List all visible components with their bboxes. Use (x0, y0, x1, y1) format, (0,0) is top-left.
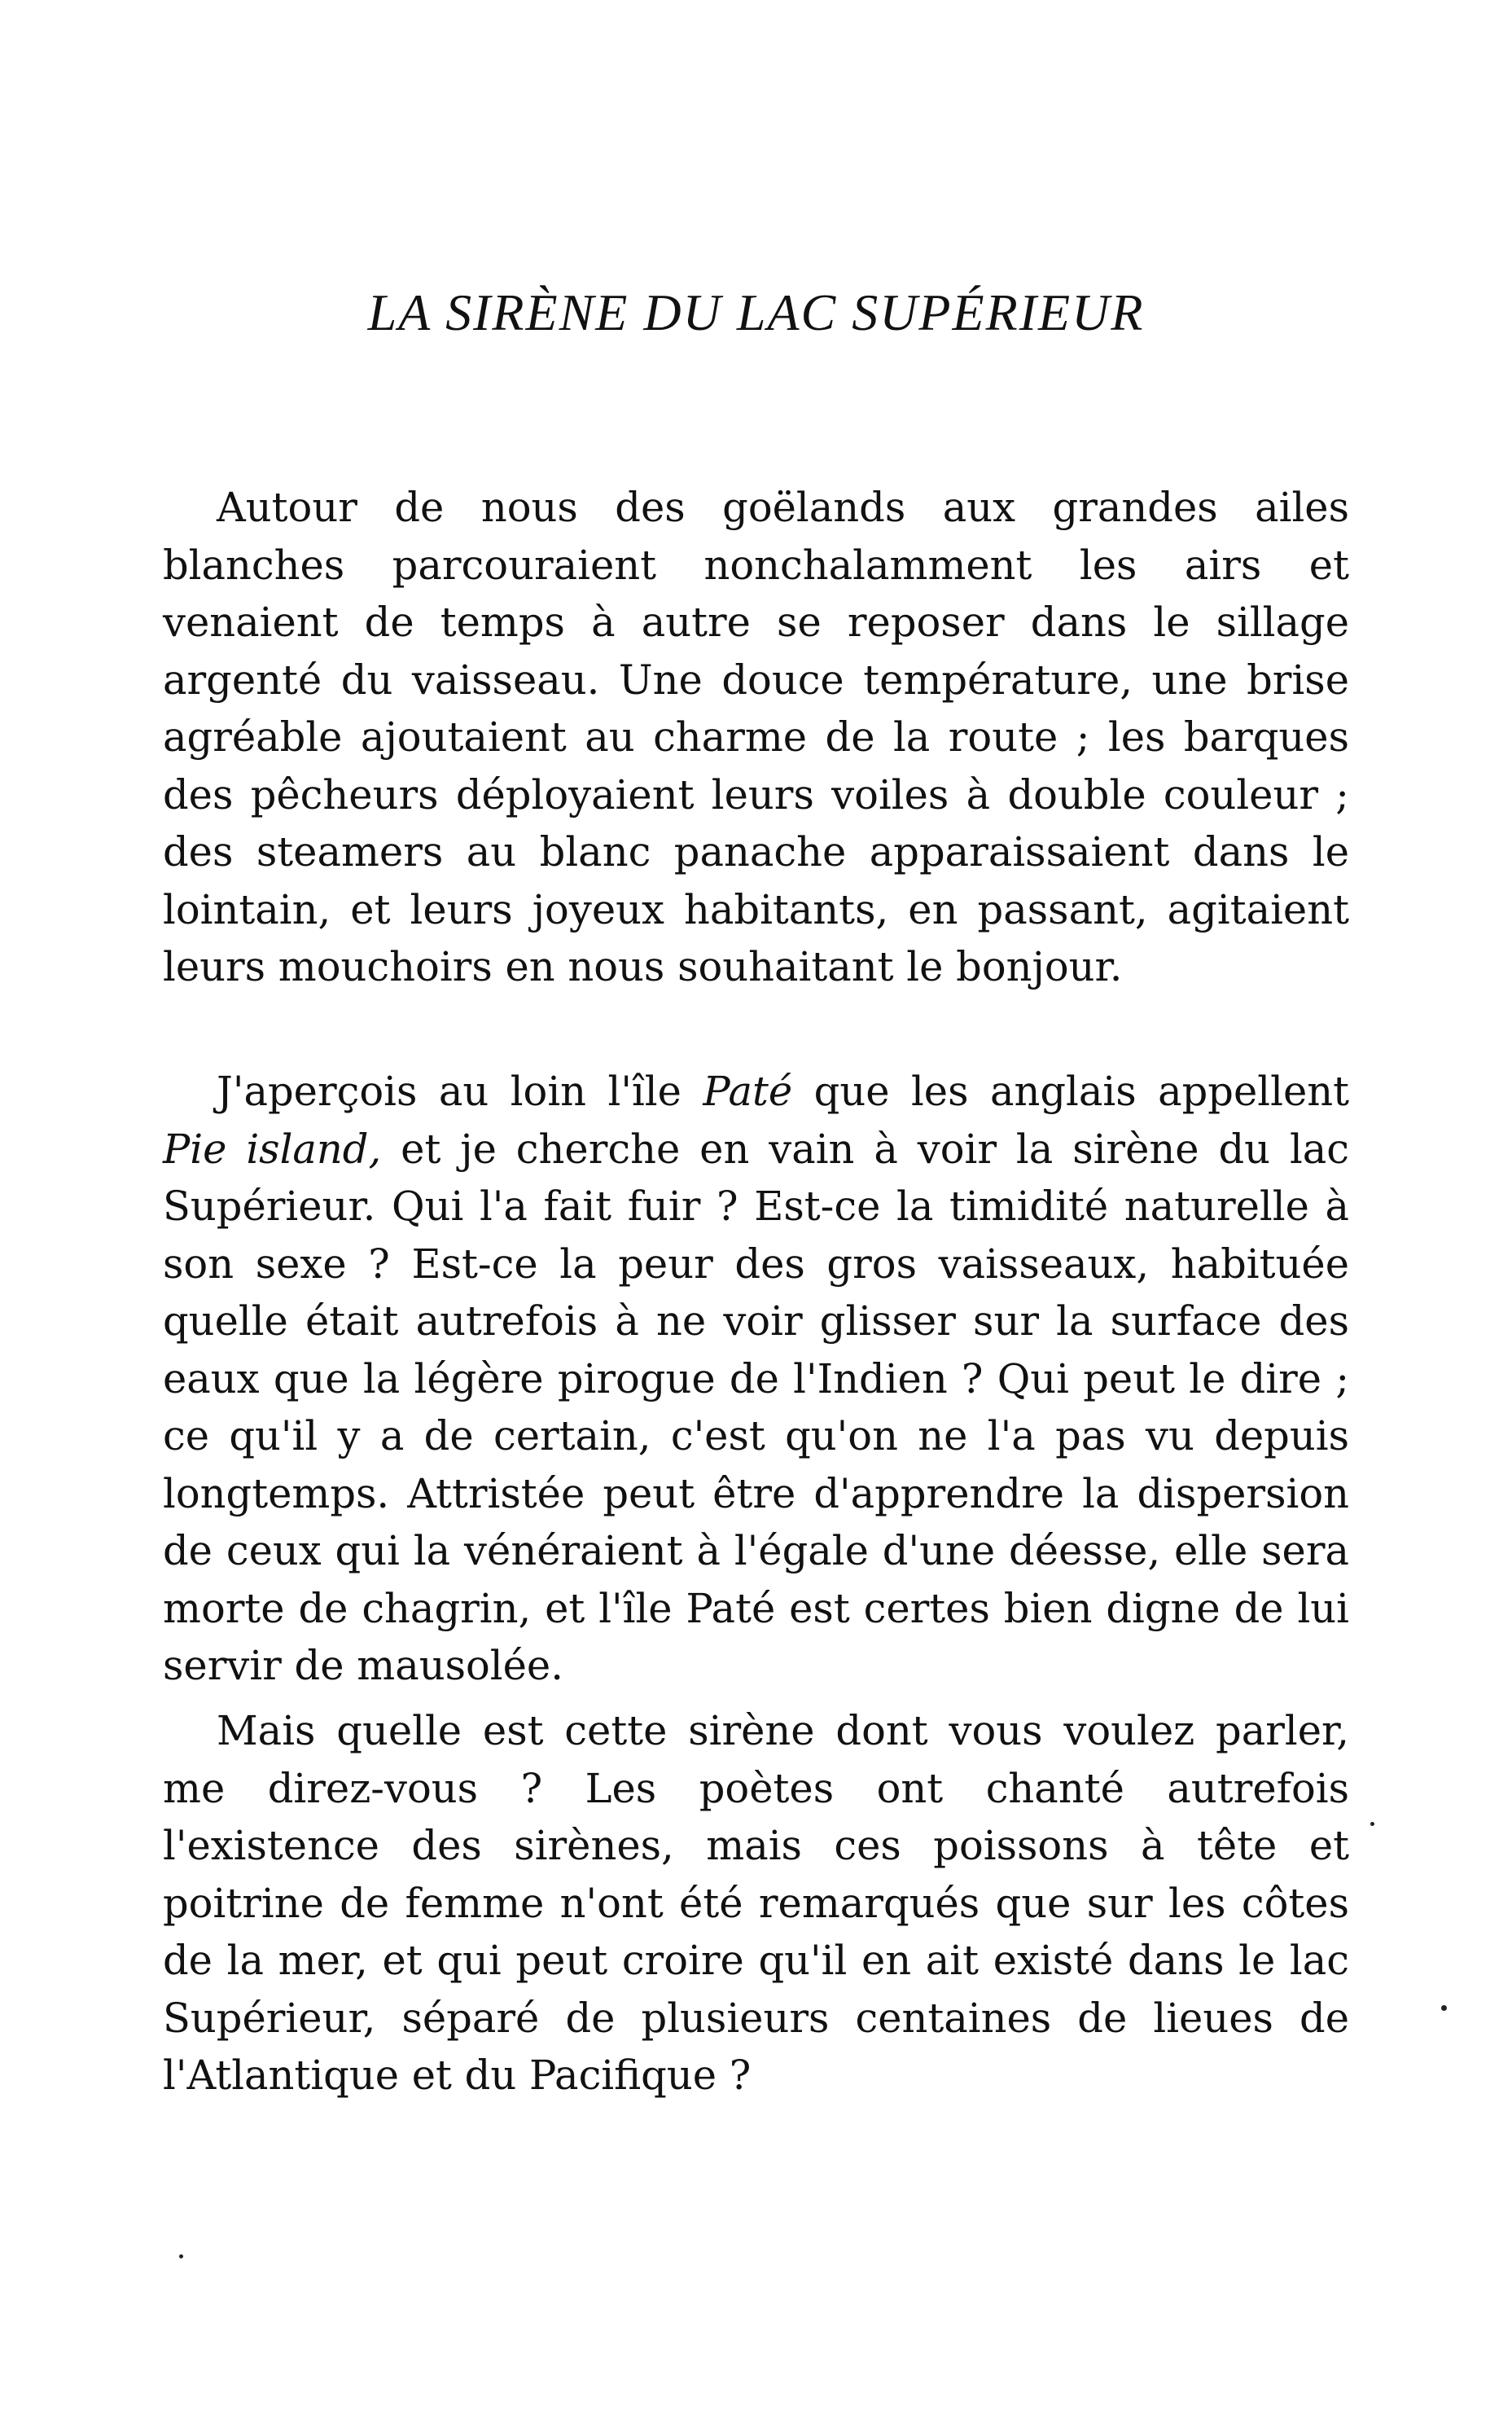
paragraph-2-part-b: que les anglais appellent (792, 1068, 1350, 1115)
paragraph-1-text: Autour de nous des goëlands aux grandes ailes blanches parcouraient nonchalamment les airs et venaient de temps à autre se reposer dans le sillage argenté du vaisseau. Une douce température, une brise agréable ajoutaient au charme de la route ; les barques des pêcheurs déployaient leurs voiles à double couleur ; des steamers au blanc panache apparaissaient dans le lointain, et leurs joyeux habitants, en passant, agitaient leurs mouchoirs en nous souhaitant le bonjour. (163, 484, 1349, 990)
paragraph-3 (163, 1702, 1349, 2105)
paragraph-1 (163, 479, 1349, 996)
italic-pate: Paté (703, 1068, 793, 1115)
paragraph-2 (163, 1063, 1349, 1695)
chapter-title: LA SIRÈNE DU LAC SUPÉRIEUR (367, 283, 1145, 341)
scan-speck (1370, 1822, 1374, 1826)
italic-pie-island: Pie island, (163, 1125, 382, 1173)
paragraph-2-part-c: et je cherche en vain à voir la sirène du lac Supérieur. Qui l'a fait fuir ? Est-ce la timidité naturelle à son sexe ? Est-ce la peur des gros vaisseaux, habituée quelle était autrefois à ne voir glisser sur la surface des eaux que la légère pirogue de l'Indien ? Qui peut le dire ; ce qu'il y a de certain, c'est qu'on ne l'a pas vu depuis longtemps. Attristée peut être d'apprendre la dispersion de ceux qui la vénéraient à l'égale d'une déesse, elle sera morte de chagrin, et l'île Paté est certes bien digne de lui servir de mausolée. (163, 1125, 1350, 1689)
paragraph-2-text (163, 1063, 1349, 1695)
scan-speck (179, 2254, 183, 2258)
paragraph-2-part-a: J'aperçois au loin l'île (217, 1068, 703, 1115)
scan-speck (1441, 2005, 1447, 2011)
paragraph-3-text: Mais quelle est cette sirène dont vous voulez parler, me direz-vous ? Les poètes ont chanté autrefois l'existence des sirènes, mais ces poissons à tête et poitrine de femme n'ont été remarqués que sur les côtes de la mer, et qui peut croire qu'il en ait existé dans le lac Supérieur, séparé de plusieurs centaines de lieues de l'Atlantique et du Pacifique ? (163, 1707, 1349, 2099)
